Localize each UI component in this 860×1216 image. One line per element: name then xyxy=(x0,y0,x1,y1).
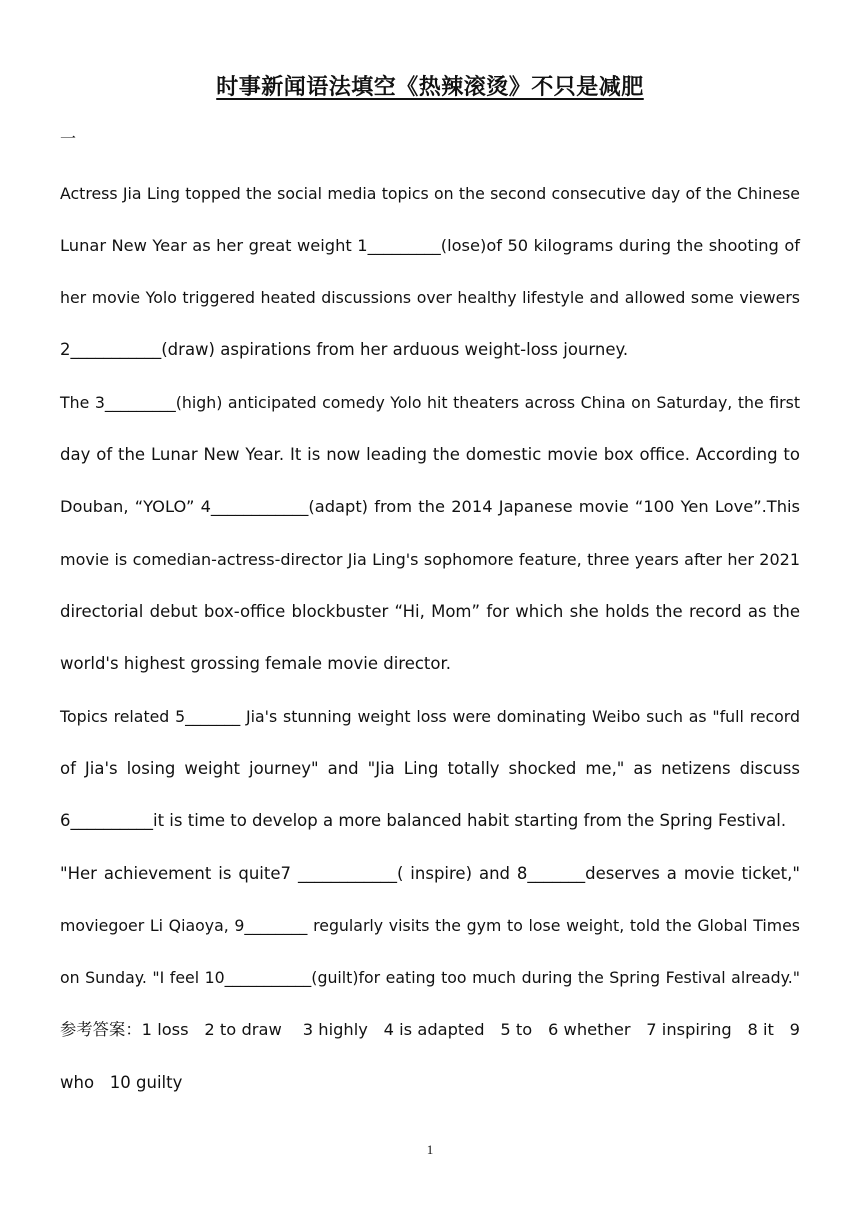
text-line: on Sunday. "I feel 10___________(guilt)for eating too much during the Spring Festival already." xyxy=(60,968,800,987)
text-line: Topics related 5_______ Jia's stunning weight loss were dominating Weibo such as "full record xyxy=(60,707,800,726)
text-line: The 3_________(high) anticipated comedy Yolo hit theaters across China on Saturday, the first xyxy=(60,393,800,412)
text-line: Douban, “YOLO” 4____________(adapt) from the 2014 Japanese movie “100 Yen Love”.This xyxy=(60,497,800,516)
text-line: Actress Jia Ling topped the social media topics on the second consecutive day of the Chinese xyxy=(60,184,800,203)
text-line: day of the Lunar New Year. It is now leading the domestic movie box office. According to xyxy=(60,445,800,464)
text-line: 2___________(draw) aspirations from her arduous weight-loss journey. xyxy=(60,340,629,359)
section-marker: 一 xyxy=(60,129,77,148)
page-number: 1 xyxy=(426,1142,434,1157)
text-line: moviegoer Li Qiaoya, 9________ regularly visits the gym to lose weight, told the Global Times xyxy=(60,916,800,935)
answer-key-line: who 10 guilty xyxy=(60,1073,183,1092)
text-line: directorial debut box-office blockbuster “Hi, Mom” for which she holds the record as the xyxy=(60,602,800,621)
text-line: 6__________it is time to develop a more balanced habit starting from the Spring Festival. xyxy=(60,811,787,830)
text-line: "Her achievement is quite7 ____________( inspire) and 8_______deserves a movie ticket," xyxy=(60,864,800,883)
text-line: of Jia's losing weight journey" and "Jia Ling totally shocked me," as netizens discuss xyxy=(60,759,800,778)
answer-key-line: 参考答案：1 loss 2 to draw 3 highly 4 is adapted 5 to 6 whether 7 inspiring 8 it 9 xyxy=(60,1020,800,1039)
text-line: world's highest grossing female movie director. xyxy=(60,654,452,673)
document-title: 时事新闻语法填空《热辣滚烫》不只是减肥 xyxy=(216,75,644,100)
text-line: movie is comedian-actress-director Jia Ling's sophomore feature, three years after her 2021 xyxy=(60,550,800,569)
text-line: Lunar New Year as her great weight 1_________(lose)of 50 kilograms during the shooting of xyxy=(60,236,800,255)
text-line: her movie Yolo triggered heated discussions over healthy lifestyle and allowed some viewers xyxy=(60,288,800,307)
